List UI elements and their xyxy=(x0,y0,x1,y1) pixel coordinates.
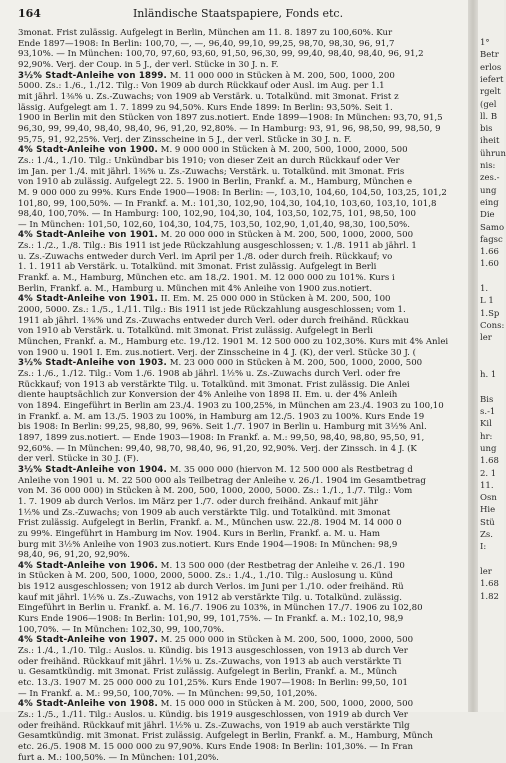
text-line: 98,40, 96, 91,20, 92,90%. xyxy=(18,550,131,561)
adjacent-page-fragment-line: s.-1 xyxy=(480,407,496,417)
adjacent-page-fragment-line: ler xyxy=(480,333,492,344)
section-text: M. 25 000 000 in Stücken à M. 200, 500, 1000, 2000, 500 xyxy=(157,635,414,646)
text-line: 1. 1. 1911 ab Verstärk. u. Totalkünd. mit 3monat. Frist zulässig. Aufgelegt in Berli xyxy=(18,262,377,273)
adjacent-page-fragment-line: 1.82 xyxy=(480,591,499,602)
text-line: Zs.: 1./2., 1./8. Tilg.: Bis 1911 ist jede Rückzahlung ausgeschlossen; v. 1./8. 1911 ab jährl. 1 xyxy=(18,241,417,252)
text-line: u. Gesamtkündig. mit 3monat. Frist zulässig. Aufgelegt in Berlin, Frankf. a. M., Münch xyxy=(18,667,398,678)
page-number: 164 xyxy=(18,7,41,20)
text-line: 95,75, 91, 92,25%. Verj. der Zinsscheine in 5 J., der verl. Stücke in 30 J. n. F. xyxy=(18,134,352,145)
adjacent-page-fragment xyxy=(478,0,504,712)
adjacent-page-fragment-line: L 1 xyxy=(480,296,494,307)
section-text: M. 15 000 000 in Stücken à M. 200, 500, 1000, 2000, 500 xyxy=(157,699,414,710)
text-line: etc. 26./5. 1908 M. 15 000 000 zu 97,90%. Kurs Ende 1908: In Berlin: 101,30%. — In Fran xyxy=(18,741,414,752)
text-line: Frist zulässig. Aufgelegt in Berlin, Frankf. a. M., München usw. 22./8. 1904 M. 14 000 0 xyxy=(18,518,402,529)
adjacent-page-fragment-line: iefert xyxy=(480,74,504,85)
text-line: 1. 7. 1909 ab durch Verlos. im März per 1./7. oder durch freihänd. Ankauf mit jähr xyxy=(18,496,378,507)
adjacent-page-fragment-line: ührun xyxy=(480,148,506,159)
text-line: diente hauptsächlich zur Konversion der 4% Anleihe von 1898 II. Em. u. der 4% Anleih xyxy=(18,390,398,401)
text-line: von 1910 ab zulässig. Aufgelegt 22. 5. 1900 in Berlin, Frankf. a. M., Hamburg, München e xyxy=(18,177,413,188)
section-heading: 4% Stadt-Anleihe von 1901. xyxy=(18,294,158,305)
text-line: von 1910 ab Verstärk. u. Totalkünd. mit 3monat. Frist zulässig. Aufgelegt in Berli xyxy=(18,326,373,337)
section-heading: 3½% Stadt-Anleihe von 1904. xyxy=(18,464,168,475)
adjacent-page-fragment-line: Samo xyxy=(480,222,505,233)
text-line xyxy=(18,71,460,82)
section-text: M. 35 000 000 (hiervon M. 12 500 000 als Restbetrag d xyxy=(167,464,413,475)
section-heading: 4% Stadt-Anleihe von 1907. xyxy=(18,635,158,646)
text-line: von M. 36 000 000) in Stücken à M. 200, 500, 1000, 2000, 5000. Zs.: 1./1., 1./7. Tilg.: Vom xyxy=(18,486,413,497)
text-line: — In München: 101,50, 102,60, 104,30, 104,75, 103,50, 102,90, 1,01,40, 98,30, 100,50%. xyxy=(18,219,410,230)
text-line: 1900 in Berlin mit den Stücken von 1897 zus.notiert. Ende 1899—1908: In München: 93,70, 91,5 xyxy=(18,113,443,124)
text-line: 2000, 5000. Zs.: 1./5., 1./11. Tilg.: Bis 1911 ist jede Rückzahlung ausgeschlossen; vom 1. xyxy=(18,305,406,316)
adjacent-page-fragment-line: fagsc xyxy=(480,234,503,245)
section-text: M. 9 000 000 in Stücken à M. 200, 500, 1000, 2000, 500 xyxy=(157,145,408,156)
running-title: Inländische Staatspapiere, Fonds etc. xyxy=(132,7,344,20)
section-heading: 4% Stadt-Anleihe von 1908. xyxy=(18,699,158,710)
text-line: 5000. Zs.: 1./6., 1./12. Tilg.: Von 1909 ab durch Rückkauf oder Ausl. im Aug. per 1.1 xyxy=(18,81,385,92)
text-line: oder freihänd. Rückkauf mit jährl. 1½% u. Zs.-Zuwachs, von 1919 ab auch verstärkte Tilg xyxy=(18,720,410,731)
adjacent-page-fragment-line: 11. xyxy=(480,480,494,491)
adjacent-page-fragment-line: Zs. xyxy=(480,530,493,540)
text-line: Rückkauf; von 1913 ab verstärkte Tilg. u. Totalkünd. mit 3monat. Frist zulässig. Die Anlei xyxy=(18,379,410,390)
text-line: der verl. Stücke in 30 J. (F). xyxy=(18,454,139,465)
adjacent-page-fragment-line: Kil xyxy=(480,419,492,430)
adjacent-page-fragment-line: Betr xyxy=(480,50,499,61)
adjacent-page-fragment-line: ung xyxy=(480,443,497,454)
text-line: 92,60%. — In München: 99,40, 98,70, 98,40, 96, 91,20, 92,90%. Verj. der Zinssch. in 4 J. (K xyxy=(18,443,417,454)
text-line: 3monat. Frist zulässig. Aufgelegt in Berlin, München am 11. 8. 1897 zu 100,60%. Kur xyxy=(18,28,393,38)
adjacent-page-fragment-line: 1.68 xyxy=(480,456,499,467)
adjacent-page-fragment-line: Bis xyxy=(480,394,494,405)
adjacent-page-fragment-line: h. 1 xyxy=(480,370,497,381)
text-line: Eingeführt in Berlin u. Frankf. a. M. 16./7. 1906 zu 103%, in München 17./7. 1906 zu 102,80 xyxy=(18,603,423,614)
text-line: mit jährl. 1⅜% u. Zs.-Zuwachs; von 1909 ab Verstärk. u. Totalkünd. mit 3monat. Frist z xyxy=(18,91,399,102)
page-header xyxy=(18,7,458,23)
adjacent-page-fragment-line: 1.66 xyxy=(480,247,499,258)
section-heading: 4% Stadt-Anleihe von 1901. xyxy=(18,230,158,241)
adjacent-page-fragment-line: Stü xyxy=(480,517,495,528)
text-line xyxy=(18,635,460,646)
section-text: M. 11 000 000 in Stücken à M. 200, 500, 1000, 200 xyxy=(167,70,395,81)
text-line: 92,90%. Verj. der Coup. in 5 J., der verl. Stücke in 30 J. n. F. xyxy=(18,59,279,70)
adjacent-page-fragment-line: Osn xyxy=(480,493,497,504)
adjacent-page-fragment-line: rgelt xyxy=(480,87,501,98)
text-line: lässig. Aufgelegt am 1. 7. 1899 zu 94,50%. Kurs Ende 1899: In Berlin: 93,50%. Seit 1. xyxy=(18,102,393,113)
adjacent-page-fragment-line: ler xyxy=(480,566,492,577)
text-line: 96,30, 99, 99,40, 98,40, 98,40, 96, 91,20, 92,80%. — In Hamburg: 93, 91, 96, 98,50, 99, 98,50, 9 xyxy=(18,123,441,134)
text-line: oder freihänd. Rückkauf mit jährl. 1½% u. Zs.-Zuwachs, von 1913 ab auch verstärkte Ti xyxy=(18,656,402,667)
adjacent-page-fragment-line: bis xyxy=(480,124,493,135)
text-line: Zs.: 1./5., 1./11. Tilg.: Auslos. u. Kündig. bis 1919 ausgeschlossen, von 1919 ab durch Ver xyxy=(18,710,408,720)
text-line: in Frankf. a. M. am 13./5. 1903 zu 100%, in Hamburg am 12./5. 1903 zu 100%. Kurs Ende 19 xyxy=(18,411,425,422)
text-line: Gesamtkündig. mit 3monat. Frist zulässig. Aufgelegt in Berlin, Frankf. a. M., Hamburg, Münch xyxy=(18,731,433,742)
text-line: im Jan. per 1./4. mit jährl. 1⅜% u. Zs.-Zuwachs; Verstärk. u. Totalkünd. mit 3monat. Fris xyxy=(18,166,405,177)
text-line: bis 1908: In Berlin: 99,25, 98,80, 99, 96%. Seit 1./7. 1907 in Berlin u. Hamburg mit 3½% Anl. xyxy=(18,422,427,433)
adjacent-page-fragment-line: 1.60 xyxy=(480,259,499,270)
text-line xyxy=(18,358,460,369)
adjacent-page-fragment-line: Die xyxy=(480,210,495,221)
text-line: zu 99%. Eingeführt in Hamburg im Nov. 1904. Kurs in Berlin, Frankf. a. M. u. Ham xyxy=(18,528,381,539)
text-line: Zs.: 1./4., 1./10. Tilg.: Auslos. u. Kündig. bis 1913 ausgeschlossen, von 1913 ab durch Ver xyxy=(18,646,408,657)
text-line: München, Frankf. a. M., Hamburg etc. 19./12. 1901 M. 12 500 000 zu 102,30%. Kurs mit 4% Anlei xyxy=(18,337,449,348)
text-line: 1½% und Zs.-Zuwachs; von 1909 ab auch verstärkte Tilg. und Totalkünd. mit 3monat xyxy=(18,507,391,518)
adjacent-page-fragment-line: ung xyxy=(480,185,497,196)
text-line: 1911 ab jährl. 1⅜% und Zs.-Zuwachs entweder durch Verl. oder durch freihänd. Rückkau xyxy=(18,315,410,326)
text-line: Berlin, Frankf. a. M., Hamburg u. München mit 4% Anleihe von 1900 zus.notiert. xyxy=(18,283,373,294)
adjacent-page-fragment-line: 1. xyxy=(480,284,489,294)
section-heading: 3½% Stadt-Anleihe von 1899. xyxy=(18,70,168,81)
adjacent-page-fragment-line: Hie xyxy=(480,505,496,516)
text-line: Zs.: 1./4., 1./10. Tilg.: Unkündbar bis 1910; von dieser Zeit an durch Rückkauf oder Ver xyxy=(18,155,400,166)
text-line: 100,70%. — In München: 102,30, 99, 100,70%. xyxy=(18,624,225,635)
text-line: Zs.: 1./6., 1./12. Tilg.: Vom 1./6. 1908 ab jährl. 1½% u. Zs.-Zuwachs durch Verl. oder fre xyxy=(18,369,401,379)
adjacent-page-fragment-line: iheit xyxy=(480,136,500,147)
text-line: Kurs Ende 1906—1908: In Berlin: 101,90, 99, 101,75%. — In Frankf. a. M.: 102,10, 98,9 xyxy=(18,614,404,625)
text-line xyxy=(18,561,460,572)
text-line: M. 9 000 000 zu 99%. Kurs Ende 1900—1908: In Berlin: —, 103,10, 104,60, 104,50, 103,25, 101,2 xyxy=(18,187,447,198)
text-line: Ende 1897—1908: In Berlin: 100,70, —, —, 96,40, 99,10, 99,25, 98,70, 98,30, 96, 91,7 xyxy=(18,38,395,49)
text-line xyxy=(18,465,460,476)
adjacent-page-fragment-line: hr: xyxy=(480,431,493,442)
text-line: bis 1912 ausgeschlossen; von 1912 ab durch Verlos. im Juni per 1./10. oder freihänd. Rü xyxy=(18,582,404,593)
text-line: von 1900 u. 1901 I. Em. zus.notiert. Verj. der Zinsscheine in 4 J. (K), der verl. Stücke 30 J. ( xyxy=(18,347,416,358)
text-line: burg mit 3½% Anleihe von 1903 zus.notiert. Kurs Ende 1904—1908: In München: 98,9 xyxy=(18,539,398,550)
adjacent-page-fragment-line: erlos xyxy=(480,62,502,73)
adjacent-page-fragment-line: eing xyxy=(480,197,499,208)
text-line: — In Frankf. a. M.: 99,50, 100,70%. — In München: 99,50, 101,20%. xyxy=(18,688,318,699)
text-line: Frankf. a. M., Hamburg, München etc. am 18./2. 1901. M. 12 000 000 zu 101%. Kurs i xyxy=(18,273,395,284)
text-line: 98,40, 100,70%. — In Hamburg: 100, 102,90, 104,30, 104, 103,50, 102,75, 101, 98,50, 100 xyxy=(18,209,416,220)
text-line: 1897, 1899 zus.notiert. — Ende 1903—1908: In Frankf. a. M.: 99,50, 98,40, 98,80, 95,50, 91, xyxy=(18,432,425,443)
section-text: M. 20 000 000 in Stücken à M. 200, 500, 1000, 2000, 500 xyxy=(157,230,414,241)
adjacent-page-fragment-line: 1.68 xyxy=(480,579,499,590)
section-heading: 4% Stadt-Anleihe von 1900. xyxy=(18,145,158,156)
adjacent-page-fragment-line: nis: xyxy=(480,161,496,171)
text-line: u. Zs.-Zuwachs entweder durch Verl. im April per 1./8. oder durch freih. Rückkauf; vo xyxy=(18,251,393,262)
adjacent-page-fragment-line: I: xyxy=(480,542,487,553)
text-line: furt a. M.: 100,50%. — In München: 101,20%. xyxy=(18,752,219,763)
text-line xyxy=(18,294,460,305)
text-line xyxy=(18,230,460,241)
adjacent-page-fragment-line: (gel xyxy=(480,99,497,110)
text-line: kauf mit jährl. 1½% u. Zs.-Zuwachs, von 1912 ab verstärkte Tilg. u. Totalkünd. zulässig. xyxy=(18,592,403,603)
text-line: in Stücken à M. 200, 500, 1000, 2000, 5000. Zs.: 1./4., 1./10. Tilg.: Auslosung u. Künd xyxy=(18,571,393,582)
text-line: 101,80, 99, 100,50%. — In Frankf. a. M.: 101,30, 102,90, 104,30, 104,10, 103,60, 103,10, 101,8 xyxy=(18,198,437,209)
adjacent-page-fragment-line: zes.- xyxy=(480,173,500,184)
adjacent-page-fragment-line: 1.Sp xyxy=(480,308,500,319)
section-text: M. 13 500 000 (der Restbetrag der Anleihe v. 26./1. 190 xyxy=(157,560,405,571)
text-line: etc. 13./3. 1907 M. 25 000 000 zu 101,25%. Kurs Ende 1907—1908: In Berlin: 99,50, 101 xyxy=(18,678,409,689)
book-gutter xyxy=(468,0,478,712)
adjacent-page-fragment-line: Cons: xyxy=(480,320,505,331)
text-line xyxy=(18,145,460,156)
section-text: II. Em. M. 25 000 000 in Stücken à M. 200, 500, 100 xyxy=(157,294,391,305)
text-line: 93,10%. — In München: 100,70, 97,60, 93,60, 91,50, 96,30, 99, 99,40, 98,40, 98,40, 96, 91,2 xyxy=(18,49,424,60)
section-text: M. 23 000 000 in Stücken à M. 200, 500, 1000, 2000, 500 xyxy=(167,358,423,369)
text-line: von 1894. Eingeführt in Berlin am 23./4. 1903 zu 100,25%, in München am 23./4. 1903 zu 100,10 xyxy=(18,400,444,411)
text-line: Anleihe von 1901 u. M. 22 500 000 als Teilbetrag der Anleihe v. 26./1. 1904 im Gesamtbetrag xyxy=(18,475,426,486)
section-heading: 4% Stadt-Anleihe von 1906. xyxy=(18,560,158,571)
text-line xyxy=(18,699,460,710)
section-heading: 3½% Stadt-Anleihe von 1903. xyxy=(18,358,168,369)
adjacent-page-fragment-line: 2. 1 xyxy=(480,468,497,479)
adjacent-page-fragment-line: ll. B xyxy=(480,111,498,122)
page-body-text xyxy=(18,28,460,763)
adjacent-page-fragment-line: 1° xyxy=(480,38,490,48)
